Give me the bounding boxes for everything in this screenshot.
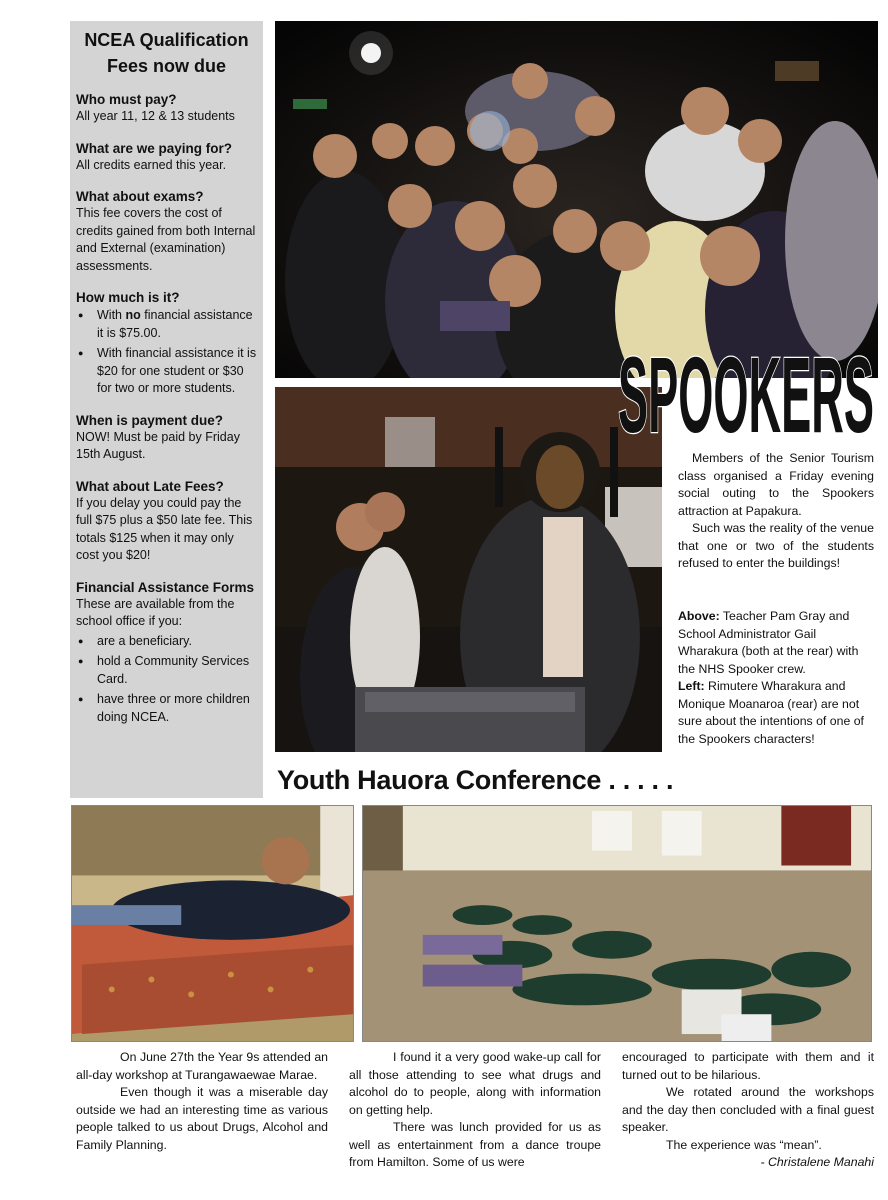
caption-above: Above: Teacher Pam Gray and School Administrator Gail Wharakura (both at the rear) with the NHS Spooker crew.	[678, 609, 859, 676]
late-question: What about Late Fees?	[76, 478, 224, 494]
story-paragraph: Members of the Senior Tourism class organised a Friday evening social outing to the Spookers attraction at Papakura.	[678, 451, 874, 518]
list-item: ● are a beneficiary.	[76, 633, 257, 651]
article-paragraph: We rotated around the workshops and the day then concluded with a final guest speaker.	[622, 1085, 874, 1134]
spookers-heading	[615, 342, 877, 442]
spookers-story	[678, 450, 874, 573]
spookers-character-photo	[275, 387, 662, 752]
spookers-heading-text: SPOOKERS	[618, 342, 874, 442]
exams-answer: This fee covers the cost of credits gained from both Internal and External (examination) assessments.	[76, 206, 256, 273]
article-signature: - Christalene Manahi	[760, 1155, 874, 1169]
list-item: ● have three or more children doing NCEA.	[76, 691, 257, 726]
article-column-1	[76, 1049, 328, 1154]
article-paragraph: The experience was “mean”.	[666, 1137, 822, 1152]
forms-eligibility-list	[76, 633, 257, 727]
exams-question: What about exams?	[76, 189, 204, 204]
group-photo	[275, 21, 878, 378]
late-answer: If you delay you could pay the full $75 plus a $50 late fee. This totals $125 when it may only cost you $20!	[76, 495, 253, 562]
hauora-heading: Youth Hauora Conference . . . . .	[277, 765, 674, 795]
fee-amount-list	[76, 307, 257, 398]
when-question: When is payment due?	[76, 412, 224, 428]
forms-question: Financial Assistance Forms	[76, 579, 255, 595]
caption-left: Left: Rimutere Wharakura and Monique Moanaroa (rear) are not sure about the intentions of one of the Spookers characters!	[678, 679, 864, 746]
article-paragraph: There was lunch provided for us as well as entertainment from a dance troupe from Hamilton. Some of us were	[349, 1120, 601, 1169]
article-paragraph: On June 27th the Year 9s attended an all-day workshop at Turangawaewae Marae.	[76, 1050, 328, 1082]
ncea-fees-sidebar	[70, 21, 263, 798]
article-paragraph: Even though it was a miserable day outside we had an interesting time as various people talked to us about Drugs, Alcohol and Family Planning.	[76, 1085, 328, 1152]
what-question: What are we paying for?	[76, 140, 233, 156]
list-item: ● hold a Community Services Card.	[76, 653, 257, 688]
article-column-2	[349, 1049, 601, 1172]
what-answer: All credits earned this year.	[76, 157, 227, 172]
much-question: How much is it?	[76, 290, 180, 305]
workshop-hall-photo	[362, 805, 872, 1042]
forms-answer: These are available from the school office if you:	[76, 596, 235, 628]
list-item: ● With financial assistance it is $20 for one student or $30 for two or more students.	[76, 345, 257, 398]
article-column-3	[622, 1049, 874, 1172]
who-question: Who must pay?	[76, 92, 177, 107]
when-answer: NOW! Must be paid by Friday 15th August.	[76, 429, 240, 461]
story-paragraph: Such was the reality of the venue that one or two of the students refused to enter the buildings!	[678, 521, 874, 570]
sidebar-title: NCEA Qualification Fees now due	[84, 30, 249, 76]
article-paragraph: encouraged to participate with them and it turned out to be hilarious.	[622, 1050, 874, 1082]
article-paragraph: I found it a very good wake-up call for all those attending to see what drugs and alcohol do to people, along with information on getting help.	[349, 1050, 601, 1117]
list-item: ● With no financial assistance it is $75.00.	[76, 307, 257, 342]
spookers-captions	[678, 608, 874, 748]
who-answer: All year 11, 12 & 13 students	[76, 109, 235, 123]
mattress-photo	[71, 805, 354, 1042]
